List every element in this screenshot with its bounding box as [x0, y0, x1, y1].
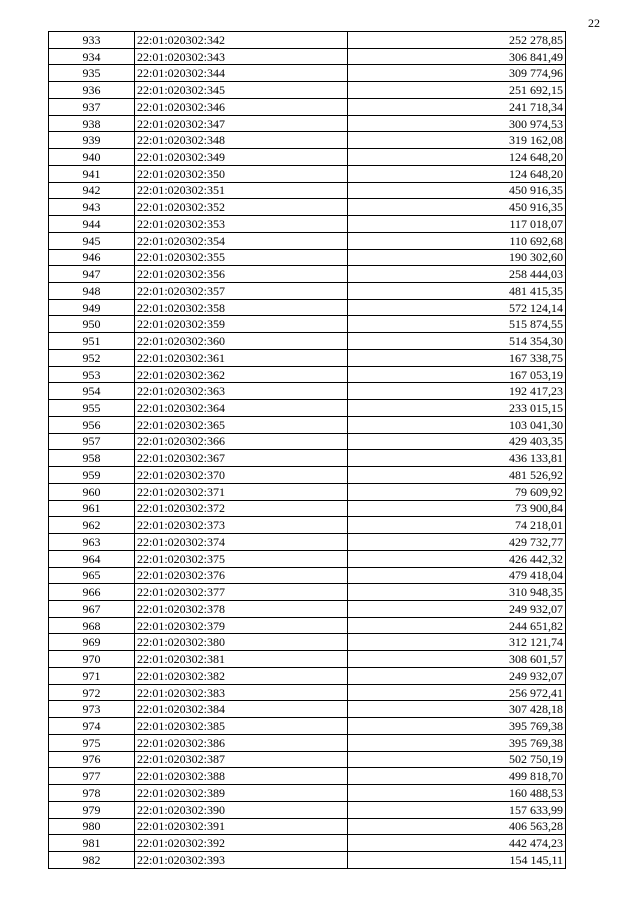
table-row: [49, 483, 566, 500]
table-row: [49, 651, 566, 668]
table-row: [49, 467, 566, 484]
cadastral-value-cell: 110 692,68: [348, 232, 566, 249]
row-number-cell: 953: [49, 366, 135, 383]
cadastral-value-cell: 74 218,01: [348, 517, 566, 534]
row-number-cell: 958: [49, 450, 135, 467]
cadastral-number-cell: 22:01:020302:389: [135, 785, 348, 802]
cadastral-value-cell: 442 474,23: [348, 835, 566, 852]
table-row: [49, 450, 566, 467]
row-number-cell: 981: [49, 835, 135, 852]
cadastral-number-cell: 22:01:020302:362: [135, 366, 348, 383]
table-row: [49, 400, 566, 417]
cadastral-value-cell: 481 526,92: [348, 467, 566, 484]
cadastral-number-cell: 22:01:020302:347: [135, 115, 348, 132]
row-number-cell: 982: [49, 851, 135, 868]
table-row: [49, 701, 566, 718]
table-row: [49, 500, 566, 517]
cadastral-value-cell: 479 418,04: [348, 567, 566, 584]
cadastral-value-cell: 481 415,35: [348, 283, 566, 300]
cadastral-value-cell: 450 916,35: [348, 182, 566, 199]
table-row: [49, 718, 566, 735]
cadastral-number-cell: 22:01:020302:349: [135, 149, 348, 166]
table-row: [49, 65, 566, 82]
table-row: [49, 349, 566, 366]
cadastral-value-cell: 514 354,30: [348, 333, 566, 350]
cadastral-number-cell: 22:01:020302:366: [135, 433, 348, 450]
row-number-cell: 970: [49, 651, 135, 668]
table-row: [49, 199, 566, 216]
cadastral-value-cell: 426 442,32: [348, 550, 566, 567]
row-number-cell: 952: [49, 349, 135, 366]
cadastral-number-cell: 22:01:020302:344: [135, 65, 348, 82]
row-number-cell: 942: [49, 182, 135, 199]
row-number-cell: 941: [49, 165, 135, 182]
table-row: [49, 333, 566, 350]
cadastral-value-cell: 251 692,15: [348, 82, 566, 99]
cadastral-value-cell: 429 403,35: [348, 433, 566, 450]
row-number-cell: 980: [49, 818, 135, 835]
cadastral-number-cell: 22:01:020302:381: [135, 651, 348, 668]
table-row: [49, 433, 566, 450]
row-number-cell: 973: [49, 701, 135, 718]
cadastral-number-cell: 22:01:020302:375: [135, 550, 348, 567]
cadastral-number-cell: 22:01:020302:365: [135, 416, 348, 433]
table-row: [49, 366, 566, 383]
row-number-cell: 960: [49, 483, 135, 500]
cadastral-value-table: [48, 31, 566, 869]
row-number-cell: 944: [49, 216, 135, 233]
cadastral-value-cell: 167 338,75: [348, 349, 566, 366]
table-row: [49, 266, 566, 283]
row-number-cell: 974: [49, 718, 135, 735]
table-row: [49, 617, 566, 634]
cadastral-number-cell: 22:01:020302:350: [135, 165, 348, 182]
row-number-cell: 948: [49, 283, 135, 300]
cadastral-value-cell: 307 428,18: [348, 701, 566, 718]
table-row: [49, 567, 566, 584]
table-row: [49, 416, 566, 433]
cadastral-value-cell: 450 916,35: [348, 199, 566, 216]
cadastral-number-cell: 22:01:020302:380: [135, 634, 348, 651]
table-row: [49, 550, 566, 567]
cadastral-value-cell: 308 601,57: [348, 651, 566, 668]
cadastral-number-cell: 22:01:020302:390: [135, 801, 348, 818]
table-row: [49, 534, 566, 551]
row-number-cell: 937: [49, 98, 135, 115]
cadastral-number-cell: 22:01:020302:373: [135, 517, 348, 534]
table-row: [49, 684, 566, 701]
table-row: [49, 751, 566, 768]
cadastral-value-cell: 395 769,38: [348, 718, 566, 735]
cadastral-value-cell: 117 018,07: [348, 216, 566, 233]
cadastral-number-cell: 22:01:020302:385: [135, 718, 348, 735]
row-number-cell: 943: [49, 199, 135, 216]
row-number-cell: 972: [49, 684, 135, 701]
cadastral-number-cell: 22:01:020302:354: [135, 232, 348, 249]
row-number-cell: 964: [49, 550, 135, 567]
row-number-cell: 934: [49, 48, 135, 65]
row-number-cell: 969: [49, 634, 135, 651]
table-row: [49, 851, 566, 868]
table-row: [49, 216, 566, 233]
table-row: [49, 115, 566, 132]
table-row: [49, 232, 566, 249]
cadastral-value-cell: 154 145,11: [348, 851, 566, 868]
table-row: [49, 768, 566, 785]
cadastral-number-cell: 22:01:020302:360: [135, 333, 348, 350]
cadastral-value-cell: 395 769,38: [348, 734, 566, 751]
cadastral-number-cell: 22:01:020302:356: [135, 266, 348, 283]
table-row: [49, 249, 566, 266]
table-row: [49, 165, 566, 182]
row-number-cell: 959: [49, 467, 135, 484]
cadastral-number-cell: 22:01:020302:383: [135, 684, 348, 701]
cadastral-value-cell: 258 444,03: [348, 266, 566, 283]
row-number-cell: 954: [49, 383, 135, 400]
cadastral-value-cell: 310 948,35: [348, 584, 566, 601]
table-row: [49, 149, 566, 166]
cadastral-value-cell: 244 651,82: [348, 617, 566, 634]
table-row: [49, 283, 566, 300]
cadastral-number-cell: 22:01:020302:364: [135, 400, 348, 417]
cadastral-value-cell: 73 900,84: [348, 500, 566, 517]
cadastral-value-cell: 192 417,23: [348, 383, 566, 400]
page-number: 22: [588, 16, 600, 30]
row-number-cell: 936: [49, 82, 135, 99]
cadastral-value-cell: 319 162,08: [348, 132, 566, 149]
table-row: [49, 517, 566, 534]
cadastral-value-cell: 249 932,07: [348, 600, 566, 617]
cadastral-value-cell: 300 974,53: [348, 115, 566, 132]
row-number-cell: 956: [49, 416, 135, 433]
cadastral-value-cell: 124 648,20: [348, 149, 566, 166]
cadastral-number-cell: 22:01:020302:388: [135, 768, 348, 785]
row-number-cell: 945: [49, 232, 135, 249]
cadastral-number-cell: 22:01:020302:392: [135, 835, 348, 852]
row-number-cell: 957: [49, 433, 135, 450]
table-row: [49, 801, 566, 818]
cadastral-value-cell: 256 972,41: [348, 684, 566, 701]
row-number-cell: 966: [49, 584, 135, 601]
cadastral-number-cell: 22:01:020302:374: [135, 534, 348, 551]
cadastral-number-cell: 22:01:020302:357: [135, 283, 348, 300]
cadastral-number-cell: 22:01:020302:363: [135, 383, 348, 400]
cadastral-number-cell: 22:01:020302:386: [135, 734, 348, 751]
table-row: [49, 299, 566, 316]
cadastral-value-cell: 167 053,19: [348, 366, 566, 383]
cadastral-number-cell: 22:01:020302:384: [135, 701, 348, 718]
cadastral-value-cell: 241 718,34: [348, 98, 566, 115]
row-number-cell: 977: [49, 768, 135, 785]
cadastral-number-cell: 22:01:020302:351: [135, 182, 348, 199]
cadastral-value-cell: 233 015,15: [348, 400, 566, 417]
row-number-cell: 965: [49, 567, 135, 584]
table-row: [49, 667, 566, 684]
cadastral-value-cell: 572 124,14: [348, 299, 566, 316]
table-body: [49, 32, 566, 869]
row-number-cell: 979: [49, 801, 135, 818]
cadastral-value-cell: 249 932,07: [348, 667, 566, 684]
cadastral-number-cell: 22:01:020302:376: [135, 567, 348, 584]
table-row: [49, 48, 566, 65]
table-row: [49, 785, 566, 802]
cadastral-value-cell: 309 774,96: [348, 65, 566, 82]
row-number-cell: 946: [49, 249, 135, 266]
cadastral-number-cell: 22:01:020302:382: [135, 667, 348, 684]
table-row: [49, 182, 566, 199]
table-row: [49, 634, 566, 651]
row-number-cell: 939: [49, 132, 135, 149]
table-row: [49, 835, 566, 852]
cadastral-number-cell: 22:01:020302:371: [135, 483, 348, 500]
cadastral-number-cell: 22:01:020302:352: [135, 199, 348, 216]
row-number-cell: 975: [49, 734, 135, 751]
table-row: [49, 82, 566, 99]
cadastral-value-cell: 515 874,55: [348, 316, 566, 333]
row-number-cell: 963: [49, 534, 135, 551]
row-number-cell: 976: [49, 751, 135, 768]
cadastral-number-cell: 22:01:020302:343: [135, 48, 348, 65]
table-row: [49, 584, 566, 601]
cadastral-value-cell: 160 488,53: [348, 785, 566, 802]
row-number-cell: 961: [49, 500, 135, 517]
cadastral-value-cell: 157 633,99: [348, 801, 566, 818]
cadastral-number-cell: 22:01:020302:379: [135, 617, 348, 634]
cadastral-number-cell: 22:01:020302:342: [135, 32, 348, 49]
cadastral-value-cell: 124 648,20: [348, 165, 566, 182]
cadastral-number-cell: 22:01:020302:358: [135, 299, 348, 316]
row-number-cell: 950: [49, 316, 135, 333]
cadastral-value-cell: 406 563,28: [348, 818, 566, 835]
row-number-cell: 968: [49, 617, 135, 634]
table-row: [49, 818, 566, 835]
row-number-cell: 955: [49, 400, 135, 417]
cadastral-value-cell: 190 302,60: [348, 249, 566, 266]
cadastral-number-cell: 22:01:020302:353: [135, 216, 348, 233]
table-row: [49, 600, 566, 617]
table-row: [49, 132, 566, 149]
table-row: [49, 316, 566, 333]
cadastral-number-cell: 22:01:020302:345: [135, 82, 348, 99]
cadastral-number-cell: 22:01:020302:348: [135, 132, 348, 149]
row-number-cell: 935: [49, 65, 135, 82]
row-number-cell: 962: [49, 517, 135, 534]
row-number-cell: 940: [49, 149, 135, 166]
cadastral-number-cell: 22:01:020302:355: [135, 249, 348, 266]
cadastral-value-cell: 499 818,70: [348, 768, 566, 785]
cadastral-number-cell: 22:01:020302:367: [135, 450, 348, 467]
cadastral-number-cell: 22:01:020302:393: [135, 851, 348, 868]
row-number-cell: 938: [49, 115, 135, 132]
cadastral-number-cell: 22:01:020302:377: [135, 584, 348, 601]
cadastral-value-cell: 502 750,19: [348, 751, 566, 768]
cadastral-number-cell: 22:01:020302:361: [135, 349, 348, 366]
cadastral-value-cell: 306 841,49: [348, 48, 566, 65]
cadastral-number-cell: 22:01:020302:372: [135, 500, 348, 517]
cadastral-number-cell: 22:01:020302:378: [135, 600, 348, 617]
table-row: [49, 383, 566, 400]
cadastral-value-cell: 312 121,74: [348, 634, 566, 651]
row-number-cell: 951: [49, 333, 135, 350]
cadastral-number-cell: 22:01:020302:346: [135, 98, 348, 115]
cadastral-value-cell: 436 133,81: [348, 450, 566, 467]
cadastral-value-cell: 79 609,92: [348, 483, 566, 500]
row-number-cell: 947: [49, 266, 135, 283]
row-number-cell: 933: [49, 32, 135, 49]
cadastral-number-cell: 22:01:020302:391: [135, 818, 348, 835]
table-row: [49, 32, 566, 49]
table-row: [49, 734, 566, 751]
table-row: [49, 98, 566, 115]
cadastral-value-cell: 252 278,85: [348, 32, 566, 49]
cadastral-number-cell: 22:01:020302:370: [135, 467, 348, 484]
row-number-cell: 971: [49, 667, 135, 684]
cadastral-number-cell: 22:01:020302:387: [135, 751, 348, 768]
row-number-cell: 978: [49, 785, 135, 802]
cadastral-value-cell: 429 732,77: [348, 534, 566, 551]
cadastral-number-cell: 22:01:020302:359: [135, 316, 348, 333]
row-number-cell: 949: [49, 299, 135, 316]
cadastral-value-cell: 103 041,30: [348, 416, 566, 433]
row-number-cell: 967: [49, 600, 135, 617]
